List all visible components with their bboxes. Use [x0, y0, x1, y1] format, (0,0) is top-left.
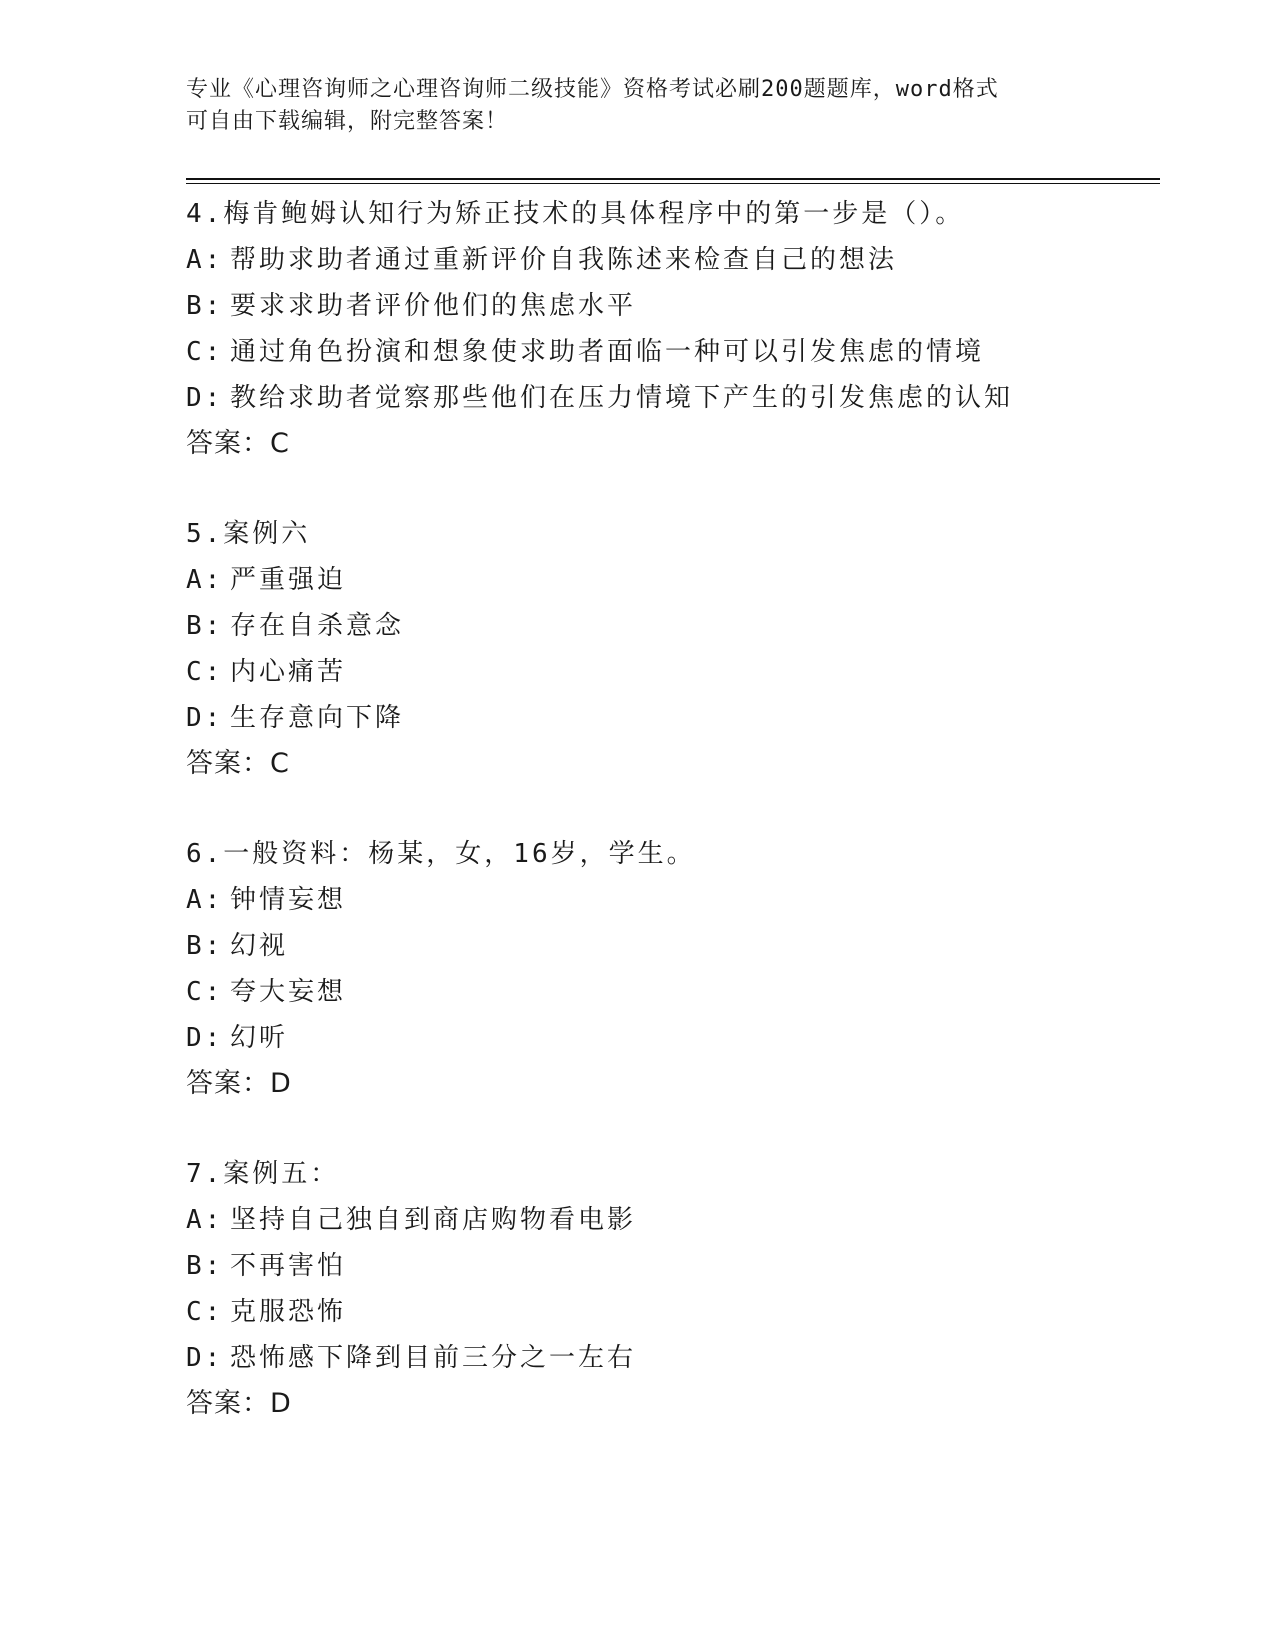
option-b — [186, 923, 1160, 969]
answer-line: 答案：D — [186, 1068, 292, 1099]
option-c — [186, 649, 1160, 695]
option-text: 夸大妄想 — [230, 977, 347, 1007]
option-text: 严重强迫 — [230, 565, 347, 595]
option-text: 内心痛苦 — [230, 657, 347, 687]
answer-line: 答案：D — [186, 1388, 292, 1419]
header-line-1: 专业《心理咨询师之心理咨询师二级技能》资格考试必刷200题题库，word格式 — [186, 77, 999, 102]
option-text: 坚持自己独自到商店购物看电影 — [230, 1205, 637, 1235]
option-d — [186, 1015, 1160, 1061]
question-item — [186, 1151, 1160, 1427]
option-letter: C: — [186, 657, 224, 687]
option-d — [186, 1335, 1160, 1381]
option-text: 帮助求助者通过重新评价自我陈述来检查自己的想法 — [230, 245, 898, 275]
option-b — [186, 1243, 1160, 1289]
option-text: 不再害怕 — [230, 1251, 347, 1281]
option-b — [186, 603, 1160, 649]
option-text: 存在自杀意念 — [230, 611, 405, 641]
option-letter: D: — [186, 1023, 224, 1053]
question-item — [186, 511, 1160, 787]
option-letter: B: — [186, 611, 224, 641]
question-list — [186, 191, 1160, 1471]
option-a — [186, 237, 1160, 283]
option-text: 幻听 — [230, 1023, 289, 1053]
document-header — [186, 74, 1086, 138]
option-text: 克服恐怖 — [230, 1297, 347, 1327]
answer-line: 答案：C — [186, 428, 290, 459]
header-line-2: 可自由下载编辑，附完整答案！ — [186, 109, 509, 134]
option-c — [186, 969, 1160, 1015]
question-stem: 7.案例五： — [186, 1159, 340, 1189]
option-letter: A: — [186, 1205, 224, 1235]
question-item — [186, 191, 1160, 467]
option-letter: A: — [186, 885, 224, 915]
option-a — [186, 877, 1160, 923]
option-letter: C: — [186, 977, 224, 1007]
option-a — [186, 557, 1160, 603]
option-letter: C: — [186, 1297, 224, 1327]
option-letter: D: — [186, 383, 224, 413]
option-letter: D: — [186, 703, 224, 733]
option-c — [186, 1289, 1160, 1335]
option-text: 幻视 — [230, 931, 289, 961]
option-letter: A: — [186, 245, 224, 275]
option-text: 要求求助者评价他们的焦虑水平 — [230, 291, 637, 321]
option-text: 教给求助者觉察那些他们在压力情境下产生的引发焦虑的认知 — [230, 383, 1014, 413]
header-divider-thin — [186, 183, 1160, 184]
option-d — [186, 695, 1160, 741]
question-stem: 4.梅肯鲍姆认知行为矫正技术的具体程序中的第一步是（）。 — [186, 199, 965, 229]
option-letter: A: — [186, 565, 224, 595]
header-divider-thick — [186, 178, 1160, 180]
option-d — [186, 375, 1160, 421]
option-text: 恐怖感下降到目前三分之一左右 — [230, 1343, 637, 1373]
option-letter: C: — [186, 337, 224, 367]
option-letter: B: — [186, 291, 224, 321]
answer-line: 答案：C — [186, 748, 290, 779]
option-text: 通过角色扮演和想象使求助者面临一种可以引发焦虑的情境 — [230, 337, 985, 367]
option-letter: D: — [186, 1343, 224, 1373]
option-a — [186, 1197, 1160, 1243]
option-text: 生存意向下降 — [230, 703, 405, 733]
option-text: 钟情妄想 — [230, 885, 347, 915]
option-b — [186, 283, 1160, 329]
question-stem: 6.一般资料：杨某，女，16岁，学生。 — [186, 839, 696, 869]
option-letter: B: — [186, 931, 224, 961]
question-item — [186, 831, 1160, 1107]
question-stem: 5.案例六 — [186, 519, 311, 549]
option-letter: B: — [186, 1251, 224, 1281]
option-c — [186, 329, 1160, 375]
